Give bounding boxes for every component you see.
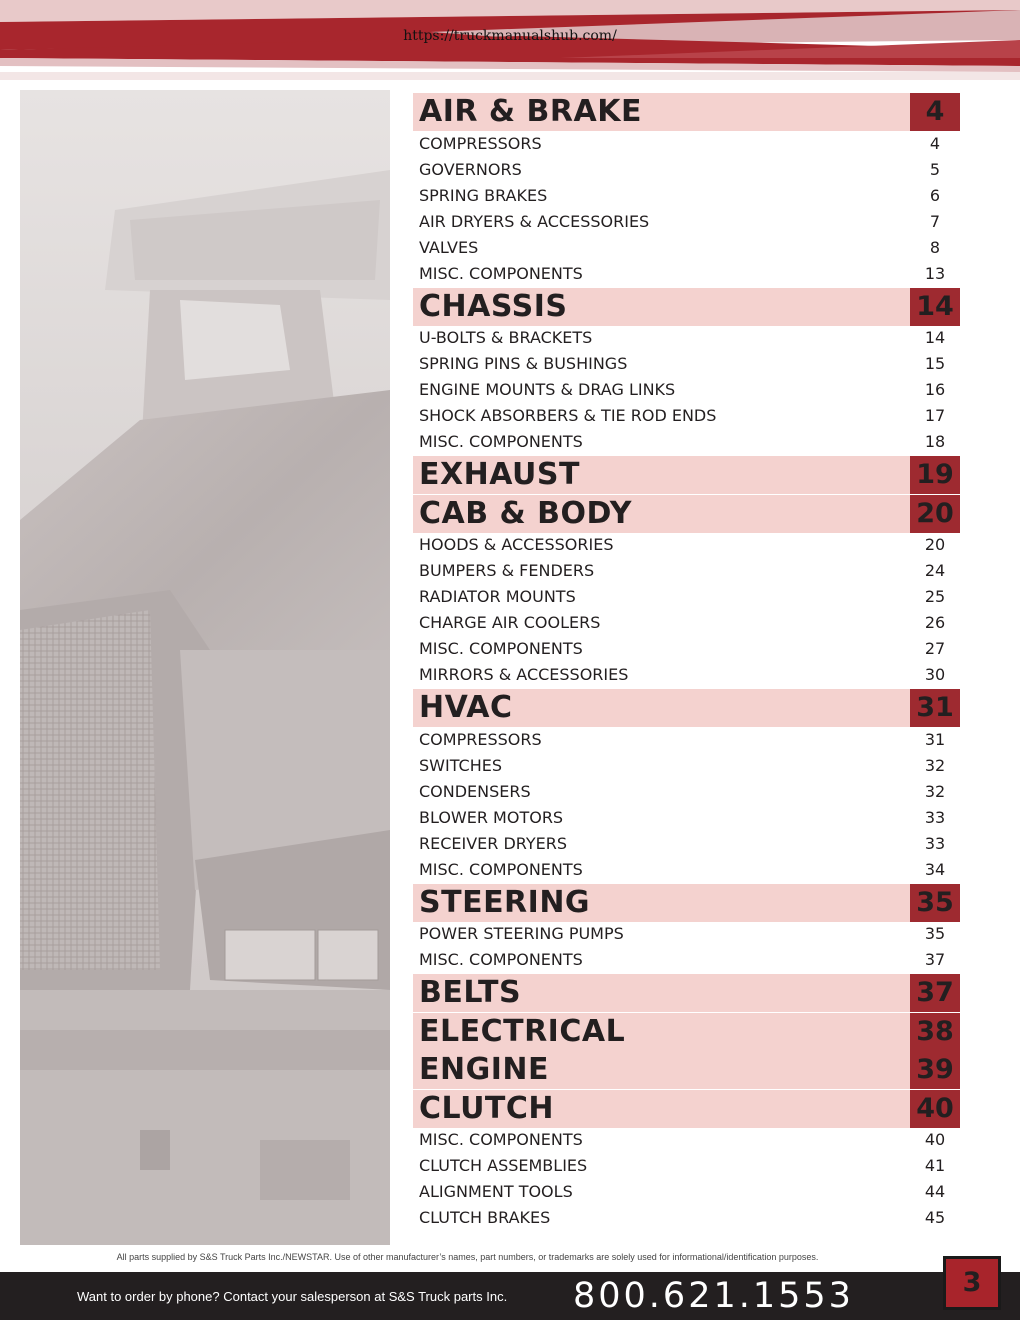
entry-page: 35 — [924, 924, 946, 943]
entry-title: RADIATOR MOUNTS — [419, 587, 576, 606]
toc-entry[interactable] — [413, 948, 960, 972]
section-page-badge: 19 — [910, 456, 960, 494]
entry-title: POWER STEERING PUMPS — [419, 924, 624, 943]
toc-entry[interactable] — [413, 637, 960, 661]
toc-entry[interactable] — [413, 533, 960, 557]
section-title: CAB & BODY — [419, 495, 632, 531]
entry-page: 40 — [924, 1130, 946, 1149]
entry-title: MISC. COMPONENTS — [419, 263, 583, 283]
section-page-badge: 35 — [910, 884, 960, 922]
section-title: ENGINE — [419, 1052, 549, 1087]
entry-title: COMPRESSORS — [419, 133, 542, 153]
section-title: ELECTRICAL — [419, 1013, 626, 1049]
entry-title: MISC. COMPONENTS — [419, 432, 583, 451]
entry-page: 33 — [924, 833, 946, 853]
entry-page: 45 — [924, 1208, 946, 1227]
entry-title: U-BOLTS & BRACKETS — [419, 328, 593, 347]
section-page-badge: 31 — [910, 689, 960, 727]
toc-entry[interactable] — [413, 1206, 960, 1230]
entry-title: CLUTCH BRAKES — [419, 1208, 551, 1227]
toc-entry[interactable] — [413, 922, 960, 946]
entry-page: 4 — [929, 133, 941, 153]
toc-entry[interactable] — [413, 1128, 960, 1152]
entry-page: 30 — [924, 665, 946, 684]
toc-entry[interactable] — [413, 262, 960, 286]
entry-title: RECEIVER DRYERS — [419, 833, 568, 853]
source-url[interactable]: https://truckmanualshub.com/ — [403, 28, 617, 44]
entry-page: 14 — [924, 328, 946, 347]
toc-entry[interactable] — [413, 378, 960, 402]
entry-page: 16 — [924, 380, 946, 399]
toc-entry[interactable] — [413, 585, 960, 609]
section-page-badge: 37 — [910, 974, 960, 1012]
section-page-badge: 20 — [910, 495, 960, 533]
section-title: CHASSIS — [419, 288, 568, 324]
entry-title: HOODS & ACCESSORIES — [419, 535, 614, 554]
entry-title: AIR DRYERS & ACCESSORIES — [419, 211, 650, 231]
toc-entry[interactable] — [413, 1154, 960, 1178]
disclaimer: All parts supplied by S&S Truck Parts Inc./NEWSTAR. Use of other manufacturer’s names, part numbers, or trademarks are solely used for informational/identification purposes. — [116, 1252, 819, 1262]
entry-title: MIRRORS & ACCESSORIES — [419, 665, 629, 684]
toc-section[interactable] — [413, 884, 960, 922]
toc-entry[interactable] — [413, 754, 960, 778]
phone-number[interactable]: 800.621.1553 — [573, 1276, 854, 1316]
toc-entry[interactable] — [413, 611, 960, 635]
section-title: EXHAUST — [419, 457, 580, 492]
entry-page: 8 — [929, 237, 941, 257]
footer-bar — [0, 1272, 1020, 1320]
toc-entry[interactable] — [413, 132, 960, 156]
entry-page: 25 — [924, 587, 946, 606]
page-number: 3 — [943, 1256, 1001, 1310]
entry-page: 5 — [929, 159, 941, 179]
entry-page: 41 — [924, 1156, 946, 1175]
toc-entry[interactable] — [413, 158, 960, 182]
entry-title: BLOWER MOTORS — [419, 807, 564, 827]
toc-entry[interactable] — [413, 430, 960, 454]
section-title: HVAC — [419, 690, 513, 725]
entry-page: 37 — [924, 950, 946, 969]
toc-entry[interactable] — [413, 184, 960, 208]
entry-title: GOVERNORS — [419, 159, 522, 179]
entry-title: SWITCHES — [419, 755, 502, 775]
entry-page: 18 — [924, 432, 946, 451]
section-page-badge: 39 — [910, 1051, 960, 1089]
toc-section[interactable] — [413, 689, 960, 727]
section-page-badge: 14 — [910, 288, 960, 326]
entry-title: BUMPERS & FENDERS — [419, 561, 595, 580]
toc-section[interactable] — [413, 1013, 960, 1051]
order-by-phone-text: Want to order by phone? Contact your salesperson at S&S Truck parts Inc. — [77, 1289, 508, 1304]
section-page-badge: 40 — [910, 1090, 960, 1128]
entry-page: 33 — [924, 807, 946, 827]
section-title: STEERING — [419, 884, 591, 920]
toc-section[interactable] — [413, 456, 960, 494]
entry-title: MISC. COMPONENTS — [419, 859, 583, 879]
entry-page: 24 — [924, 561, 946, 580]
entry-page: 17 — [924, 406, 946, 425]
entry-title: MISC. COMPONENTS — [419, 639, 583, 658]
entry-title: ENGINE MOUNTS & DRAG LINKS — [419, 380, 676, 399]
toc-entry[interactable] — [413, 728, 960, 752]
entry-page: 20 — [924, 535, 946, 554]
entry-page: 32 — [924, 755, 946, 775]
entry-title: MISC. COMPONENTS — [419, 1130, 583, 1149]
toc-entry[interactable] — [413, 663, 960, 687]
entry-page: 32 — [924, 781, 946, 801]
entry-title: ALIGNMENT TOOLS — [419, 1182, 573, 1201]
entry-title: SPRING PINS & BUSHINGS — [419, 354, 628, 373]
entry-title: VALVES — [419, 237, 479, 257]
toc-entry[interactable] — [413, 780, 960, 804]
toc-section[interactable] — [413, 1051, 960, 1089]
toc-entry[interactable] — [413, 858, 960, 882]
entry-title: CHARGE AIR COOLERS — [419, 613, 601, 632]
toc-entry[interactable] — [413, 404, 960, 428]
entry-page: 31 — [924, 729, 946, 749]
entry-page: 7 — [929, 211, 941, 231]
toc-section[interactable] — [413, 93, 960, 131]
entry-page: 27 — [924, 639, 946, 658]
entry-page: 34 — [924, 859, 946, 879]
toc-entry[interactable] — [413, 1180, 960, 1204]
entry-title: COMPRESSORS — [419, 729, 542, 749]
toc-entry[interactable] — [413, 806, 960, 830]
section-page-badge: 38 — [910, 1013, 960, 1051]
entry-page: 44 — [924, 1182, 946, 1201]
toc-entry[interactable] — [413, 326, 960, 350]
toc-entry[interactable] — [413, 559, 960, 583]
section-page-badge: 4 — [910, 93, 960, 131]
entry-page: 15 — [924, 354, 946, 373]
toc-entry[interactable] — [413, 832, 960, 856]
entry-title: SPRING BRAKES — [419, 185, 548, 205]
entry-title: CLUTCH ASSEMBLIES — [419, 1156, 588, 1175]
entry-title: MISC. COMPONENTS — [419, 950, 583, 969]
entry-page: 6 — [929, 185, 941, 205]
toc-section[interactable] — [413, 495, 960, 533]
toc-section[interactable] — [413, 1090, 960, 1128]
toc-section[interactable] — [413, 974, 960, 1012]
section-title: AIR & BRAKE — [419, 94, 642, 129]
truck-photo — [20, 90, 390, 1245]
toc-entry[interactable] — [413, 352, 960, 376]
entry-page: 13 — [924, 263, 946, 283]
section-title: CLUTCH — [419, 1090, 555, 1126]
entry-page: 26 — [924, 613, 946, 632]
toc-entry[interactable] — [413, 210, 960, 234]
entry-title: CONDENSERS — [419, 781, 531, 801]
toc-section[interactable] — [413, 288, 960, 326]
section-title: BELTS — [419, 975, 522, 1010]
toc-entry[interactable] — [413, 236, 960, 260]
entry-title: SHOCK ABSORBERS & TIE ROD ENDS — [419, 406, 717, 425]
